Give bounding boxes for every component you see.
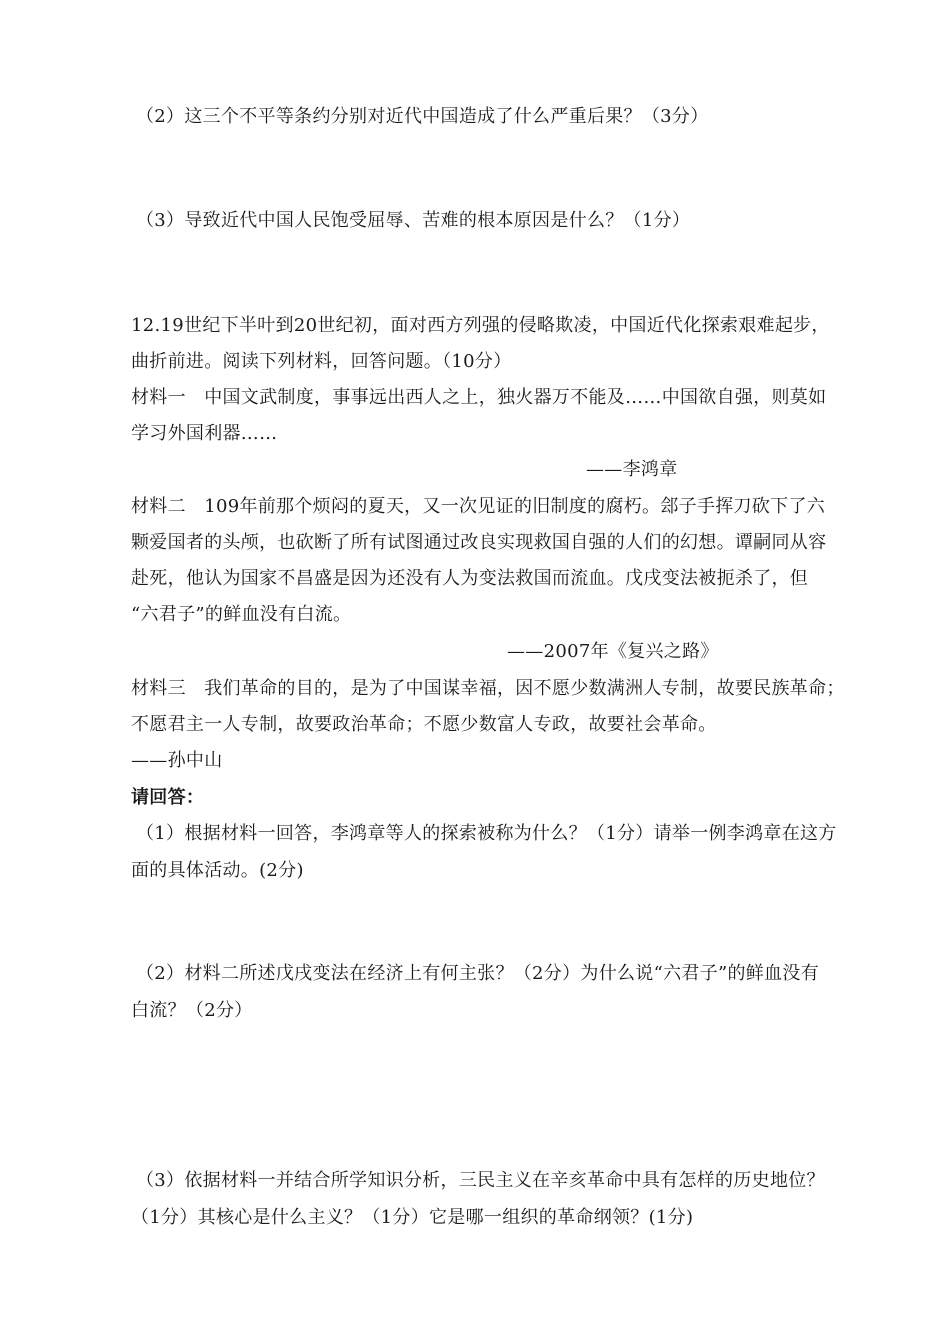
material-3-source: ——孙中山	[131, 750, 223, 771]
material-3-line-2: 不愿君主一人专制，故要政治革命；不愿少数富人专政，故要社会革命。	[131, 714, 717, 735]
prev-question-2: （2）这三个不平等条约分别对近代中国造成了什么严重后果？（3分）	[136, 106, 709, 127]
material-2-line-4: “六君子”的鲜血没有白流。	[131, 604, 352, 625]
material-2-line-1: 材料二 109年前那个烦闷的夏天，又一次见证的旧制度的腐朽。郐子手挥刀砍下了六	[131, 496, 826, 517]
sub-question-2-line-1: （2）材料二所述戊戌变法在经济上有何主张？（2分）为什么说“六君子”的鲜血没有	[136, 963, 820, 984]
sub-question-3-line-2: （1分）其核心是什么主义？（1分）它是哪一组织的革命纲领？(1分)	[131, 1207, 694, 1228]
material-2-line-2: 颗爱国者的头颅，也砍断了所有试图通过改良实现救国自强的人们的幻想。谭嗣同从容	[131, 532, 827, 553]
sub-question-2-line-2: 白流？（2分）	[131, 1000, 253, 1021]
question-12-intro-line-2: 曲折前进。阅读下列材料，回答问题。（10分）	[131, 351, 512, 372]
material-2-line-3: 赴死，他认为国家不昌盛是因为还没有人为变法救国而流血。戊戌变法被扼杀了，但	[131, 568, 809, 589]
prev-question-3: （3）导致近代中国人民饱受屈辱、苦难的根本原因是什么？（1分）	[136, 210, 691, 231]
question-12-intro-line-1: 12.19世纪下半叶到20世纪初，面对西方列强的侵略欺凌，中国近代化探索艰难起步，	[131, 315, 830, 336]
sub-question-1-line-2: 面的具体活动。(2分)	[131, 860, 304, 881]
material-3-line-1: 材料三 我们革命的目的，是为了中国谋幸福，因不愿少数满洲人专制，故要民族革命；	[131, 678, 845, 699]
material-1-source: ——李鸿章	[586, 459, 678, 480]
material-1-line-1: 材料一 中国文武制度，事事远出西人之上，独火器万不能及……中国欲自强，则莫如	[131, 387, 827, 408]
sub-question-3-line-1: （3）依据材料一并结合所学知识分析，三民主义在辛亥革命中具有怎样的历史地位？	[136, 1170, 825, 1191]
material-2-source: ——2007年《复兴之路》	[507, 641, 719, 662]
sub-question-1-line-1: （1）根据材料一回答，李鸿章等人的探索被称为什么？（1分）请举一例李鸿章在这方	[136, 823, 837, 844]
answer-prompt: 请回答：	[131, 787, 205, 808]
material-1-line-2: 学习外国利器……	[131, 423, 278, 444]
